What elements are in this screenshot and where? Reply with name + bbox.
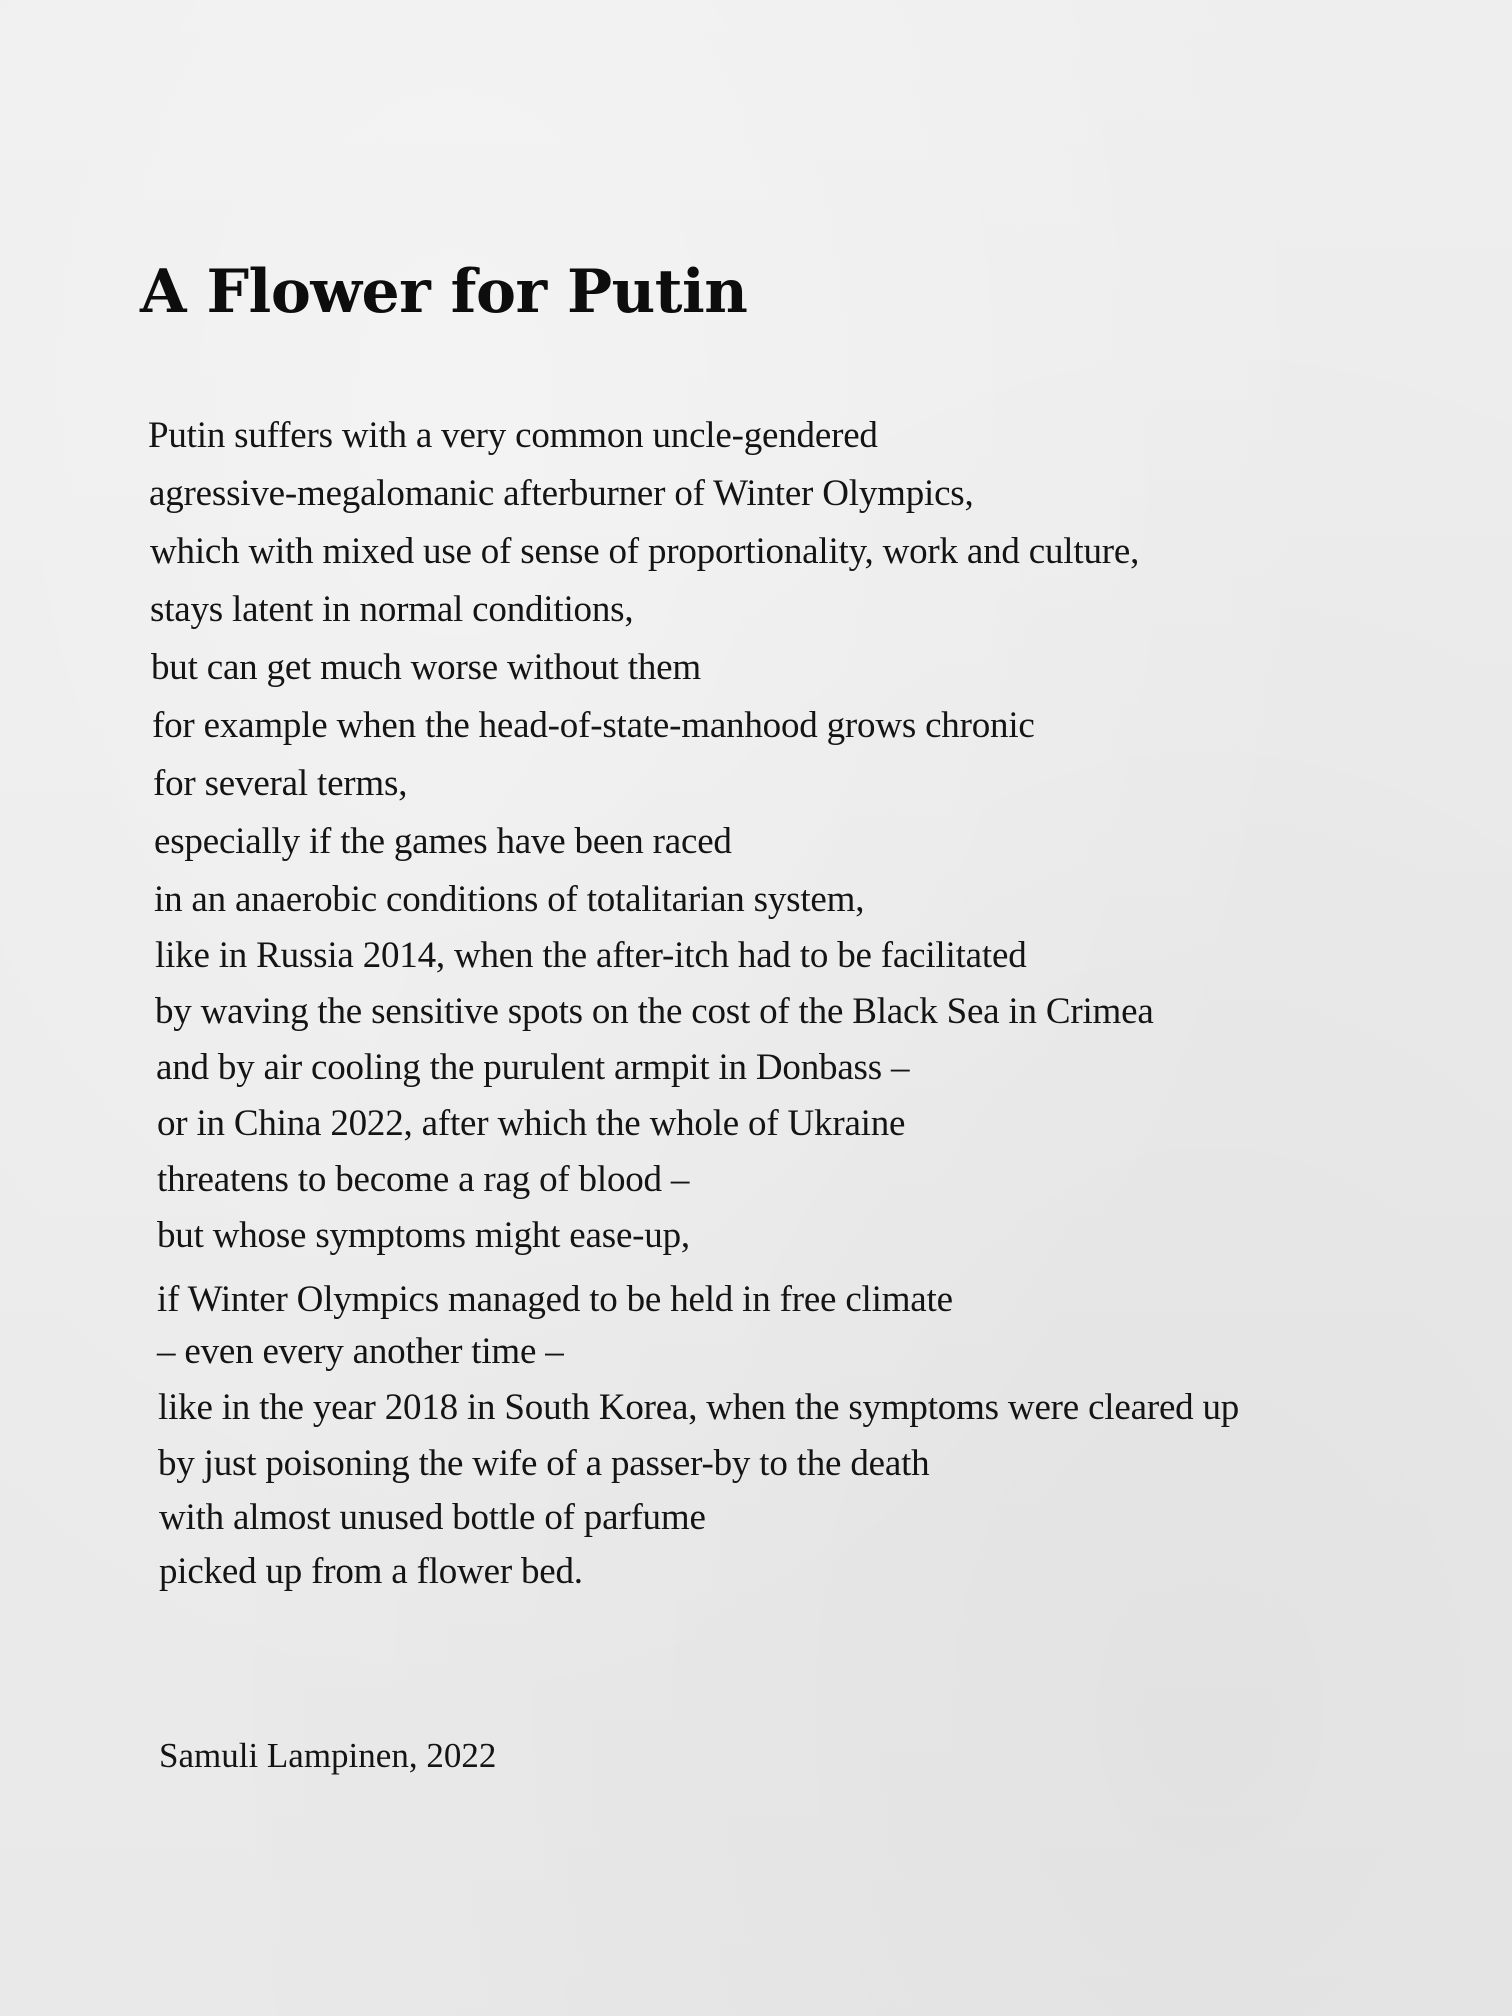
poem-line: if Winter Olympics managed to be held in free climate <box>157 1279 953 1320</box>
poem-line: stays latent in normal conditions, <box>150 589 634 630</box>
poem-line: or in China 2022, after which the whole of Ukraine <box>157 1103 906 1144</box>
poem-line: – even every another time – <box>157 1331 564 1372</box>
poem-line: like in the year 2018 in South Korea, when the symptoms were cleared up <box>158 1387 1240 1428</box>
poem-title: A Flower for Putin <box>140 257 748 327</box>
poem-line: with almost unused bottle of parfume <box>159 1497 706 1538</box>
poem-line: for example when the head-of-state-manhood grows chronic <box>152 705 1035 746</box>
poem-line: especially if the games have been raced <box>154 821 732 862</box>
poem-line: by just poisoning the wife of a passer-by to the death <box>158 1443 930 1484</box>
poem-line: in an anaerobic conditions of totalitarian system, <box>154 879 865 920</box>
poem-line: but whose symptoms might ease-up, <box>157 1215 690 1256</box>
poem-line: like in Russia 2014, when the after-itch had to be facilitated <box>155 935 1027 976</box>
poem-line: agressive-megalomanic afterburner of Winter Olympics, <box>149 473 974 514</box>
poem-line: Putin suffers with a very common uncle-gendered <box>148 415 878 456</box>
poem-line: picked up from a flower bed. <box>159 1551 583 1592</box>
poem-line: but can get much worse without them <box>151 647 701 688</box>
author-signature: Samuli Lampinen, 2022 <box>159 1736 497 1775</box>
poem-line: threatens to become a rag of blood – <box>157 1159 690 1200</box>
poem-line: and by air cooling the purulent armpit in Donbass – <box>156 1047 910 1088</box>
poem-line: for several terms, <box>153 763 408 804</box>
poem-line: which with mixed use of sense of proportionality, work and culture, <box>150 531 1140 572</box>
poem-line: by waving the sensitive spots on the cost of the Black Sea in Crimea <box>155 991 1154 1032</box>
